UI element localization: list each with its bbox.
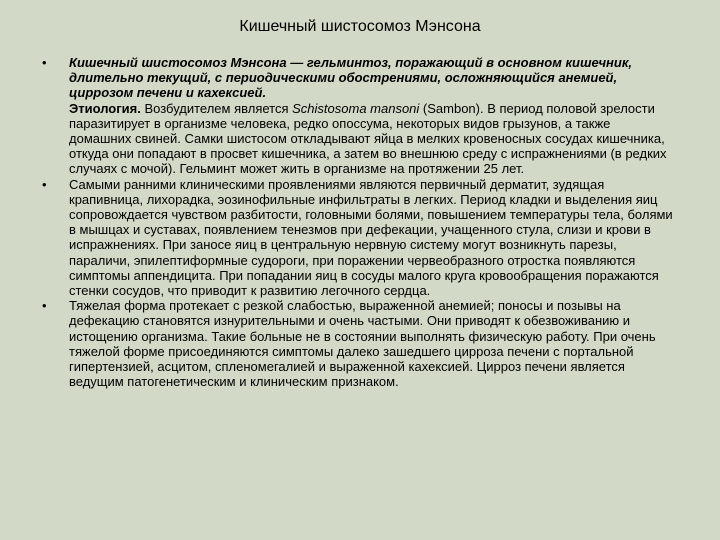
bullet-marker: • [42,176,47,192]
slide-title: Кишечный шистосомоз Мэнсона [239,18,481,35]
etiology-text-after: (Sambon). В период половой зрелости паразитирует в организме человека, редко опоссума, некоторых видов грызунов, а также домашних свиней. Самки шистосом откладывают яйца в мелких кровеносных сосудах кишечника, откуда они попадают в просвет кишечника, а затем во внешнюю среду с испражнениями (в редких случаях с мочой). Гельминт может жить в организме на протяжении 25 лет. [69,100,667,177]
etiology-text-before: Возбудителем является [140,100,293,116]
etiology-label: Этиология. [69,100,141,116]
bullet-item-1 [42,55,674,177]
disease-definition: Кишечный шистосомоз Мэнсона — гельминтоз, поражающий в основном кишечник, длительно текущий, с периодическими обострениями, осложняющийся анемией, циррозом печени и кахексией. [69,55,633,101]
bullet-item-2 [42,177,674,299]
bullet-list [42,55,674,389]
bullet-item-3 [42,298,674,389]
species-name: Schistosoma mansoni [292,100,420,116]
clinical-manifestations-text: Самыми ранними клиническими проявлениями являются первичный дерматит, зудящая крапивница, лихорадка, эозинофильные инфильтраты в легких. Период кладки и выделения яиц сопровождается чувством разбитости, головными болями, повышением температуры тела, болями в мышцах и суставах, появлением тенезмов при дефекации, учащенного стула, слизи и крови в испражнениях. При заносе яиц в центральную нервную систему могут возникнуть парезы, параличи, эпилептиформные судороги, при поражении червеобразного отростка появляются симптомы аппендицита. При попадании яиц в сосуды малого круга кровообращения поражаются стенки сосудов, что приводит к развитию легочного сердца. [69,176,673,299]
severe-form-text: Тяжелая форма протекает с резкой слабостью, выраженной анемией; поносы и позывы на дефекацию становятся изнурительными и очень частыми. Они приводят к обезвоживанию и истощению организма. Такие больные не в состоянии выполнять физическую работу. При очень тяжелой форме присоединяются симптомы далеко зашедшего цирроза печени с портальной гипертензией, асцитом, спленомегалией и выраженной кахексией. Цирроз печени является ведущим патогенетическим и клиническим признаком. [69,298,656,390]
bullet-marker: • [42,298,47,314]
bullet-marker: • [42,55,47,70]
